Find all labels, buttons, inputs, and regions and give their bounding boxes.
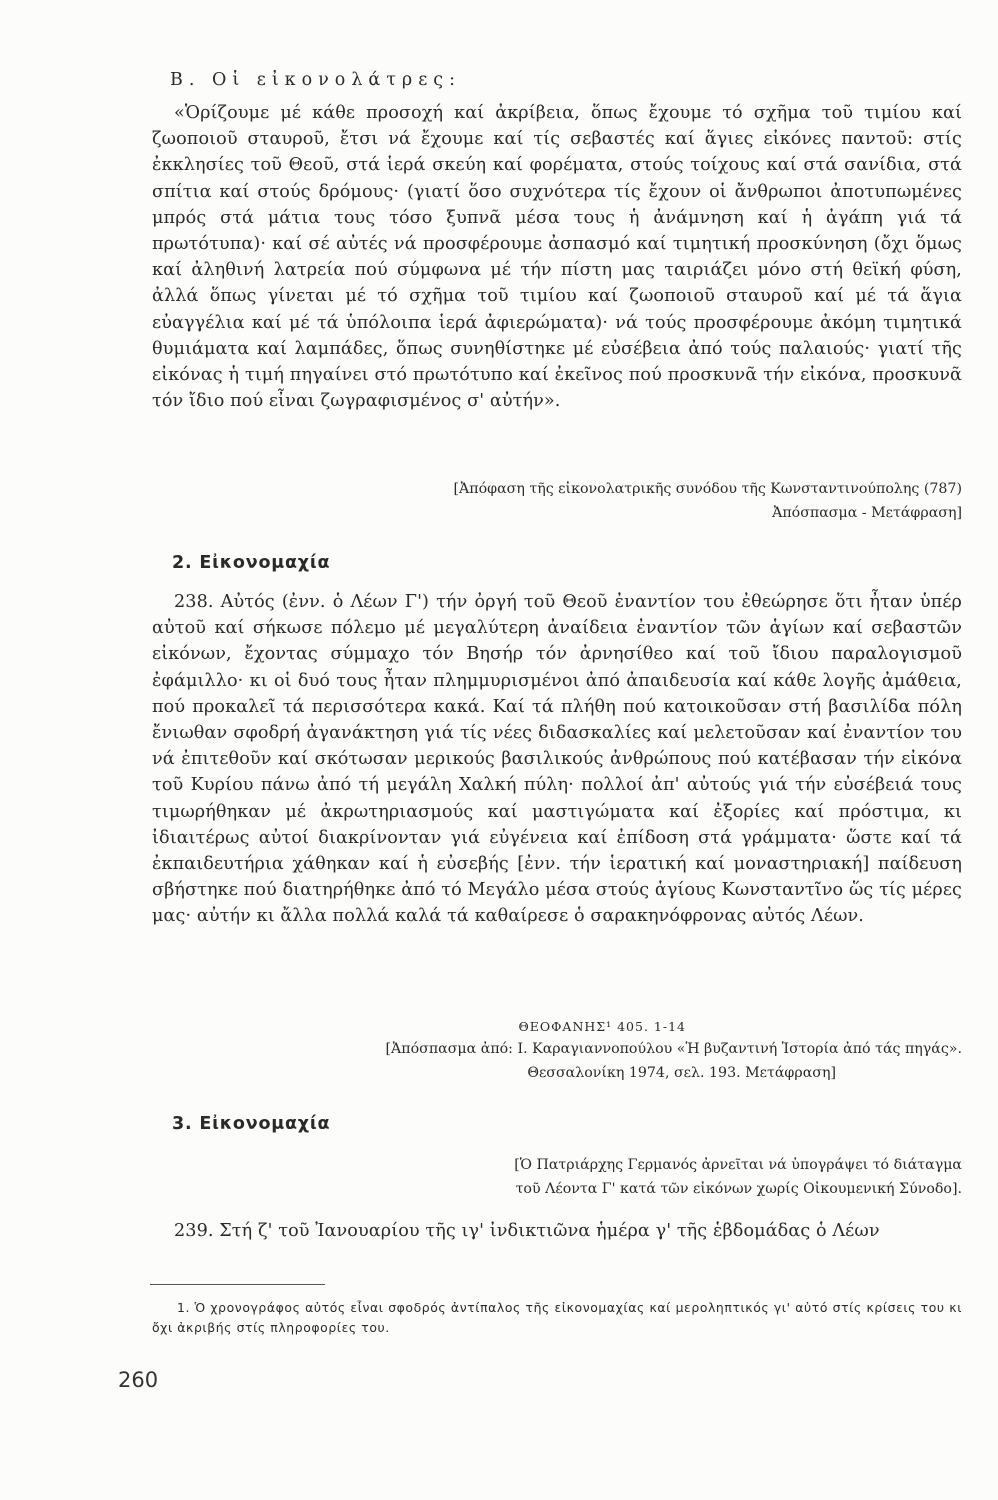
paragraph-238: 238. Αὐτός (ἐνν. ὁ Λέων Γ') τήν ὀργή τοῦ Θεοῦ ἐναντίον του ἐθεώρησε ὅτι ἦταν ὑπέρ αὐτοῦ καί σήκωσε πόλεμο μέ μεγαλύτερη ἀναίδεια ἐναντίον τῶν ἁγίων καί σεβαστῶν εἰκόνων, ἔχοντας σύμμαχο τόν Βησήρ τόν ἀρνησίθεο καί τοῦ ἴδιου παραλογισμοῦ ἐφάμιλλο· κι οἱ δυό τους ἦταν πλημμυρισμένοι ἀπό ἀπαιδευσία καί κάθε λογῆς ἀμάθεια, πού προκαλεῖ τά περισσότερα κακά. Καί τά πλήθη πού κατοικοῦσαν στή βασιλίδα πόλη ἔνιωθαν σφοδρή ἀγανάκτηση γιά τίς νέες διδασκαλίες καί μελετοῦσαν καί ἐναντίον του νά ἐπιτεθοῦν καί σκότωσαν μερικούς βασιλικούς ἀνθρώπους πού κατέβασαν τήν εἰκόνα τοῦ Κυρίου πάνω ἀπό τή μεγάλη Χαλκή πύλη· πολλοί ἀπ' αὐτούς γιά τήν εὐσέβειά τους τιμωρήθηκαν μέ ἀκρωτηριασμούς καί μαστιγώματα καί ἐξορίες καί πρόστιμα, κι ἰδιαιτέρως αὐτοί διακρίνονταν γιά εὐγένεια καί ἐπίδοση στά γράμματα· ὥστε καί τά ἐκπαιδευτήρια χάθηκαν καί ἡ εὐσεβής [ἐνν. τήν ἱερατική καί μοναστηριακή] παίδευση σβήστηκε πού διατηρήθηκε ἀπό τό Μεγάλο μέσα στούς ἁγίους Κωνσταντῖνο ὥς τίς μέρες μας· αὐτήν κι ἄλλα πολλά καλά τά καθαίρεσε ὁ σαρακηνόφρονας αὐτός Λέων. xyxy=(152,592,962,927)
excerpt-citation-line-2: Θεσσαλονίκη 1974, σελ. 193. Μετάφραση] xyxy=(527,1065,836,1081)
council-decree-quote: «Ὁρίζουμε μέ κάθε προσοχή καί ἀκρίβεια, ὅπως ἔχουμε τό σχῆμα τοῦ τιμίου καί ζωοποιοῦ σταυροῦ, ἔτσι νά ἔχουμε καί τίς σεβαστές καί ἅγιες εἰκόνες παντοῦ: στίς ἐκκλησίες τοῦ Θεοῦ, στά ἱερά σκεύη καί φορέματα, στούς τοίχους καί στά σανίδια, στά σπίτια καί στούς δρόμους· (γιατί ὅσο συχνότερα τίς ἔχουν οἱ ἄνθρωποι ἀποτυπωμένες μπρός στά μάτια τους τόσο ξυπνᾶ μέσα τους ἡ ἀνάμνηση καί ἡ ἀγάπη γιά τά πρωτότυπα)· καί σέ αὐτές νά προσφέρουμε ἀσπασμό καί τιμητική προσκύνηση (ὄχι ὅμως καί ἀληθινή λατρεία πού σύμφωνα μέ τήν πίστη μας ταιριάζει μόνο στή θεϊκή φύση, ἀλλά ὅπως γίνεται μέ τό σχῆμα τοῦ τιμίου καί ζωοποιοῦ σταυροῦ καί μέ τά ἅγια εὐαγγέλια καί μέ τά ὑπόλοιπα ἱερά ἀφιερώματα)· νά τούς προσφέρουμε ἀκόμη τιμητικά θυμιάματα καί λαμπάδες, ὅπως συνηθίστηκε μέ εὐσέβεια ἀπό τούς παλαιούς· γιατί τῆς εἰκόνας ἡ τιμή πηγαίνει στό πρωτότυπο καί ἐκεῖνος πού προσκυνᾶ τήν εἰκόνα, προσκυνᾶ τόν ἴδιο πού εἶναι ζωγραφισμένος σ' αὐτήν». xyxy=(152,103,962,412)
patriarch-note-line-1: [Ὁ Πατριάρχης Γερμανός ἀρνεῖται νά ὑπογράψει τό διάταγμα xyxy=(514,1157,962,1173)
decree-citation-line-2: Ἀπόσπασμα - Μετάφραση] xyxy=(772,505,962,521)
footnote-1: 1. Ὁ χρονογράφος αὐτός εἶναι σφοδρός ἀντίπαλος τῆς εἰκονομαχίας καί μεροληπτικός γι' αὐτό στίς κρίσεις του κι ὄχι ἀκριβής στίς πληροφορίες του. xyxy=(152,1300,962,1335)
footnote-divider xyxy=(150,1284,325,1285)
section-b-heading: Β. Οἱ εἰκονολάτρες: xyxy=(170,70,461,90)
excerpt-citation-line-1: [Ἀπόσπασμα ἀπό: Ι. Καραγιαννοπούλου «Ἡ βυζαντινή Ἱστορία ἀπό τάς πηγάς». xyxy=(385,1041,962,1057)
patriarch-note-line-2: τοῦ Λέοντα Γ' κατά τῶν εἰκόνων χωρίς Οἰκουμενική Σύνοδο]. xyxy=(515,1181,962,1197)
theophanes-source: ΘΕΟΦΑΝΗΣ¹ 405. 1-14 xyxy=(518,1019,686,1034)
page-number: 260 xyxy=(118,1368,159,1392)
decree-citation-line-1: [Ἀπόφαση τῆς εἰκονολατρικῆς συνόδου τῆς Κωνσταντινούπολης (787) xyxy=(453,481,962,497)
section-3-heading: 3. Εἰκονομαχία xyxy=(172,1114,331,1134)
paragraph-239: 239. Στή ζ' τοῦ Ἰανουαρίου τῆς ιγ' ἰνδικτιῶνα ἡμέρα γ' τῆς ἑβδομάδας ὁ Λέων xyxy=(174,1221,880,1241)
section-2-heading: 2. Εἰκονομαχία xyxy=(172,553,331,573)
